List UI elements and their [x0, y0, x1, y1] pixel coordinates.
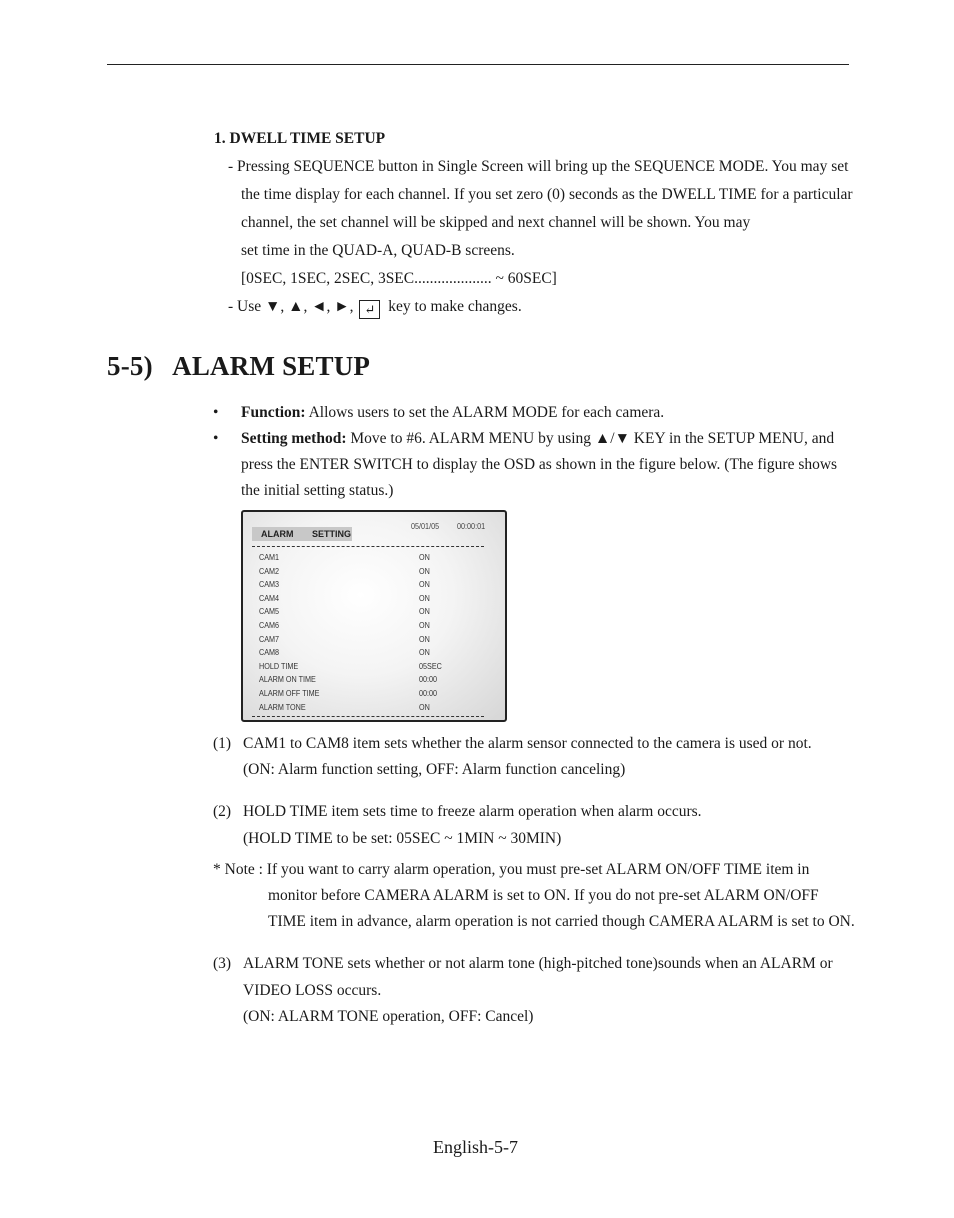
method-line-1: [241, 429, 834, 449]
osd-row: [259, 633, 489, 647]
osd-row-label: CAM3: [259, 579, 280, 590]
osd-row-value: ON: [419, 552, 430, 562]
method-line-3: the initial setting status.): [241, 482, 394, 499]
osd-row-label: CAM5: [259, 606, 280, 617]
osd-row-label: ALARM OFF TIME: [259, 688, 320, 698]
osd-row-label: CAM6: [259, 620, 280, 630]
osd-row: [259, 605, 489, 619]
osd-row: [259, 565, 489, 579]
osd-row: [259, 592, 489, 606]
osd-row-value: ON: [419, 606, 430, 617]
function-text: Allows users to set the ALARM MODE for each camera.: [305, 404, 665, 421]
item2-number: (2): [213, 803, 232, 820]
osd-row: [259, 687, 489, 701]
alarm-setup-title: 5-5) ALARM SETUP: [107, 351, 371, 381]
page-number: English-5-7: [433, 1137, 518, 1157]
item2-line-2: (HOLD TIME to be set: 05SEC ~ 1MIN ~ 30MIN): [243, 830, 562, 847]
osd-row-label: CAM7: [259, 633, 280, 644]
osd-row-label: CAM1: [259, 552, 280, 562]
osd-bottom-divider: [252, 716, 484, 717]
dwell-line-4: set time in the QUAD-A, QUAD-B screens.: [241, 242, 515, 259]
osd-tab-alarm: ALARM: [261, 529, 294, 539]
alarm-osd-screen: [241, 510, 507, 722]
osd-row: [259, 673, 489, 687]
method-line-2: press the ENTER SWITCH to display the OSD as shown in the figure below. (The figure shows: [241, 456, 838, 473]
osd-row: [259, 619, 489, 633]
header-rule: [107, 64, 849, 65]
osd-menu-tab: [252, 527, 352, 541]
enter-key-icon: ↵: [359, 300, 380, 319]
osd-row: [259, 551, 489, 565]
osd-row-value: ON: [419, 620, 430, 630]
osd-date: 05/01/05: [411, 521, 440, 531]
osd-row-label: ALARM TONE: [259, 701, 306, 712]
osd-row-value: 00:00: [419, 688, 438, 698]
item1-number: (1): [213, 735, 232, 752]
osd-row-value: 05SEC: [419, 660, 442, 671]
use-keys-prefix: - Use ▼, ▲, ◄, ►,: [228, 298, 354, 315]
osd-row-label: CAM4: [259, 592, 280, 603]
method-bullet: •: [213, 430, 219, 447]
function-bullet: •: [213, 404, 219, 421]
item3-line-3: (ON: ALARM TONE operation, OFF: Cancel): [243, 1008, 534, 1025]
osd-row: [259, 646, 489, 660]
item3-line-1: ALARM TONE sets whether or not alarm tone (high-pitched tone)sounds when an ALARM or: [243, 955, 833, 972]
use-keys-line: [228, 297, 522, 319]
item1-line-2: (ON: Alarm function setting, OFF: Alarm function canceling): [243, 761, 626, 778]
osd-top-divider: [252, 546, 484, 547]
osd-row-label: CAM8: [259, 647, 280, 658]
osd-tab-setting: SETTING: [312, 529, 352, 539]
method-text-1: Move to #6. ALARM MENU by using ▲/▼ KEY in the SETUP MENU, and: [346, 430, 835, 447]
osd-row-value: ON: [419, 647, 430, 658]
osd-time: 00:00:01: [457, 521, 486, 531]
osd-row-label: HOLD TIME: [259, 660, 299, 671]
method-label: Setting method:: [241, 430, 347, 447]
use-keys-suffix: key to make changes.: [388, 298, 522, 315]
dwell-line-2: the time display for each channel. If you set zero (0) seconds as the DWELL TIME for a particular: [241, 186, 853, 203]
osd-row-value: 00:00: [419, 674, 438, 685]
item3-number: (3): [213, 955, 232, 972]
osd-row-label: ALARM ON TIME: [259, 674, 316, 685]
osd-row-value: ON: [419, 701, 430, 712]
function-label: Function:: [241, 404, 306, 421]
osd-row: [259, 578, 489, 592]
note-line-1: * Note : If you want to carry alarm operation, you must pre-set ALARM ON/OFF TIME item in: [213, 861, 810, 878]
item1-line-1: CAM1 to CAM8 item sets whether the alarm sensor connected to the camera is used or not.: [243, 735, 812, 752]
dwell-time-heading: 1. DWELL TIME SETUP: [214, 130, 386, 147]
item2-line-1: HOLD TIME item sets time to freeze alarm operation when alarm occurs.: [243, 803, 702, 820]
osd-row-value: ON: [419, 633, 430, 644]
note-line-2: monitor before CAMERA ALARM is set to ON. If you do not pre-set ALARM ON/OFF: [268, 887, 819, 904]
dwell-line-5: [0SEC, 1SEC, 2SEC, 3SEC.................... ~ 60SEC]: [241, 270, 557, 287]
osd-row-value: ON: [419, 579, 430, 590]
dwell-line-3: channel, the set channel will be skipped and next channel will be shown. You may: [241, 214, 751, 231]
dwell-line-1: - Pressing SEQUENCE button in Single Screen will bring up the SEQUENCE MODE. You may set: [228, 158, 849, 175]
osd-row-value: ON: [419, 565, 430, 576]
function-line: [241, 403, 664, 423]
osd-row: [259, 660, 489, 674]
osd-row: [259, 701, 489, 715]
osd-row-label: CAM2: [259, 565, 280, 576]
osd-row-value: ON: [419, 592, 430, 603]
item3-line-2: VIDEO LOSS occurs.: [243, 982, 382, 999]
note-line-3: TIME item in advance, alarm operation is not carried though CAMERA ALARM is set to ON.: [268, 913, 855, 930]
